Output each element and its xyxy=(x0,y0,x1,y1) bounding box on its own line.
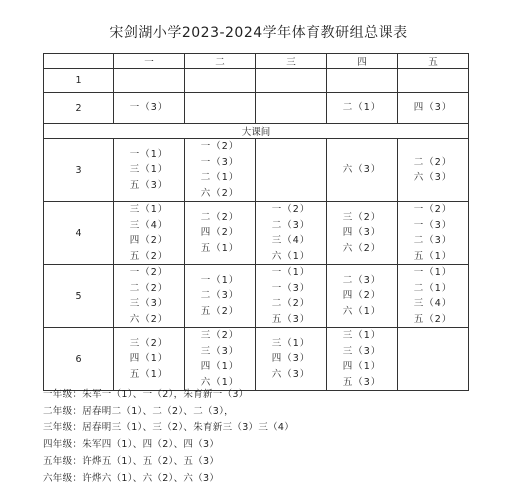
class-entry: 一（2） xyxy=(271,204,311,215)
class-entry: 六（1） xyxy=(271,250,311,262)
schedule-cell xyxy=(114,93,185,124)
class-entry: 三（2） xyxy=(200,330,240,341)
schedule-cell xyxy=(114,139,185,202)
period-label: 4 xyxy=(44,202,114,265)
class-entry: 五（3） xyxy=(129,179,169,191)
period-label: 5 xyxy=(44,265,114,328)
class-entry: 三（3） xyxy=(200,345,240,357)
schedule-cell xyxy=(185,69,256,93)
class-entry: 二（1） xyxy=(342,102,382,114)
break-label: 大课间 xyxy=(44,124,469,139)
class-entry: 六（2） xyxy=(342,242,382,254)
class-entry: 三（4） xyxy=(413,298,453,309)
class-entry: 四（3） xyxy=(342,227,382,239)
day-header: 三 xyxy=(256,54,327,69)
teacher-assignment-notes xyxy=(43,387,294,487)
class-entry: 四（1） xyxy=(342,361,382,372)
note-line: 三年级：居春明三（1）、三（2）、朱育新三（3）三（4） xyxy=(43,422,295,434)
break-row xyxy=(44,124,469,139)
class-entry: 三（1） xyxy=(129,164,169,176)
class-entry: 四（3） xyxy=(413,102,453,114)
class-entry: 五（1） xyxy=(129,368,169,380)
class-entry: 一（2） xyxy=(129,267,169,278)
note-line: 二年级：居春明二（1）、二（2）、二（3）， xyxy=(43,405,234,417)
day-header-row xyxy=(44,54,469,69)
class-entry: 一（3） xyxy=(271,282,311,294)
page-title: 宋剑湖小学2023-2024学年体育教研组总课表 xyxy=(109,25,408,41)
period-row xyxy=(44,328,469,391)
period-row xyxy=(44,139,469,202)
class-entry: 五（2） xyxy=(129,250,169,262)
class-entry: 五（1） xyxy=(200,242,240,254)
class-entry: 六（3） xyxy=(413,172,453,183)
schedule-cell xyxy=(398,265,469,328)
corner-cell xyxy=(44,54,114,69)
class-entry: 三（1） xyxy=(129,204,169,215)
schedule-cell xyxy=(256,202,327,265)
class-entry: 六（2） xyxy=(129,313,169,325)
class-entry: 五（2） xyxy=(200,305,240,317)
class-entry: 一（1） xyxy=(413,267,453,278)
class-entry: 三（4） xyxy=(129,219,169,231)
class-entry: 四（2） xyxy=(342,290,382,302)
schedule-cell xyxy=(327,202,398,265)
class-entry: 四（3） xyxy=(271,353,311,365)
period-row xyxy=(44,93,469,124)
class-entry: 六（3） xyxy=(342,164,382,176)
schedule-cell xyxy=(185,93,256,124)
schedule-cell xyxy=(185,265,256,328)
day-header: 一 xyxy=(114,54,185,69)
period-row xyxy=(44,265,469,328)
schedule-cell xyxy=(256,69,327,93)
period-label: 3 xyxy=(44,139,114,202)
period-label: 1 xyxy=(44,69,114,93)
schedule-cell xyxy=(114,265,185,328)
schedule-cell xyxy=(256,139,327,202)
class-entry: 六（2） xyxy=(200,187,240,199)
schedule-cell xyxy=(114,328,185,391)
class-entry: 四（2） xyxy=(129,235,169,246)
day-header: 四 xyxy=(327,54,398,69)
class-entry: 三（4） xyxy=(271,235,311,246)
schedule-cell xyxy=(398,139,469,202)
day-header: 二 xyxy=(185,54,256,69)
class-entry: 二（2） xyxy=(271,298,311,309)
note-line: 六年级：许烨六（1）、六（2）、六（3） xyxy=(43,472,220,484)
class-entry: 六（1） xyxy=(342,305,382,317)
class-entry: 四（1） xyxy=(129,353,169,365)
schedule-cell xyxy=(398,69,469,93)
class-entry: 二（3） xyxy=(413,235,453,246)
class-entry: 五（1） xyxy=(413,250,453,262)
class-entry: 二（3） xyxy=(271,219,311,231)
class-entry: 二（2） xyxy=(413,156,453,168)
class-entry: 三（3） xyxy=(129,298,169,309)
class-entry: 三（2） xyxy=(129,337,169,349)
class-entry: 一（1） xyxy=(129,148,169,160)
schedule-cell xyxy=(256,328,327,391)
class-entry: 二（3） xyxy=(342,274,382,286)
schedule-table xyxy=(43,53,469,391)
class-entry: 五（3） xyxy=(271,313,311,325)
schedule-cell xyxy=(398,93,469,124)
period-label: 2 xyxy=(44,93,114,124)
schedule-cell xyxy=(185,328,256,391)
class-entry: 二（1） xyxy=(200,172,240,183)
class-entry: 三（3） xyxy=(342,345,382,357)
class-entry: 三（1） xyxy=(342,330,382,341)
schedule-cell xyxy=(114,69,185,93)
period-row xyxy=(44,69,469,93)
note-line: 四年级：朱军四（1）、四（2）、四（3） xyxy=(43,439,220,451)
schedule-cell xyxy=(185,202,256,265)
schedule-cell xyxy=(398,328,469,391)
schedule-cell xyxy=(327,328,398,391)
class-entry: 二（2） xyxy=(129,282,169,294)
schedule-cell xyxy=(327,265,398,328)
class-entry: 一（3） xyxy=(413,219,453,231)
class-entry: 二（2） xyxy=(200,211,240,223)
class-entry: 五（3） xyxy=(342,376,382,388)
note-line: 五年级：许烨五（1）、五（2）、五（3） xyxy=(43,455,220,467)
schedule-cell xyxy=(185,139,256,202)
class-entry: 四（1） xyxy=(200,361,240,372)
day-header: 五 xyxy=(398,54,469,69)
class-entry: 一（1） xyxy=(200,274,240,286)
schedule-cell xyxy=(114,202,185,265)
class-entry: 六（1） xyxy=(200,376,240,388)
period-row xyxy=(44,202,469,265)
period-label: 6 xyxy=(44,328,114,391)
schedule-cell xyxy=(327,69,398,93)
note-line: 一年级：朱军一（1）、一（2），朱育新一（3） xyxy=(43,389,249,400)
class-entry: 六（3） xyxy=(271,368,311,380)
schedule-cell xyxy=(327,93,398,124)
class-entry: 五（2） xyxy=(413,313,453,325)
class-entry: 一（2） xyxy=(413,204,453,215)
class-entry: 四（2） xyxy=(200,227,240,239)
schedule-cell xyxy=(256,265,327,328)
schedule-cell xyxy=(398,202,469,265)
class-entry: 三（2） xyxy=(342,211,382,223)
schedule-cell xyxy=(327,139,398,202)
class-entry: 二（3） xyxy=(200,290,240,302)
class-entry: 三（1） xyxy=(271,337,311,349)
class-entry: 一（3） xyxy=(129,102,169,114)
schedule-cell xyxy=(256,93,327,124)
class-entry: 一（3） xyxy=(200,156,240,168)
class-entry: 一（2） xyxy=(200,141,240,152)
class-entry: 二（1） xyxy=(413,282,453,294)
class-entry: 一（1） xyxy=(271,267,311,278)
